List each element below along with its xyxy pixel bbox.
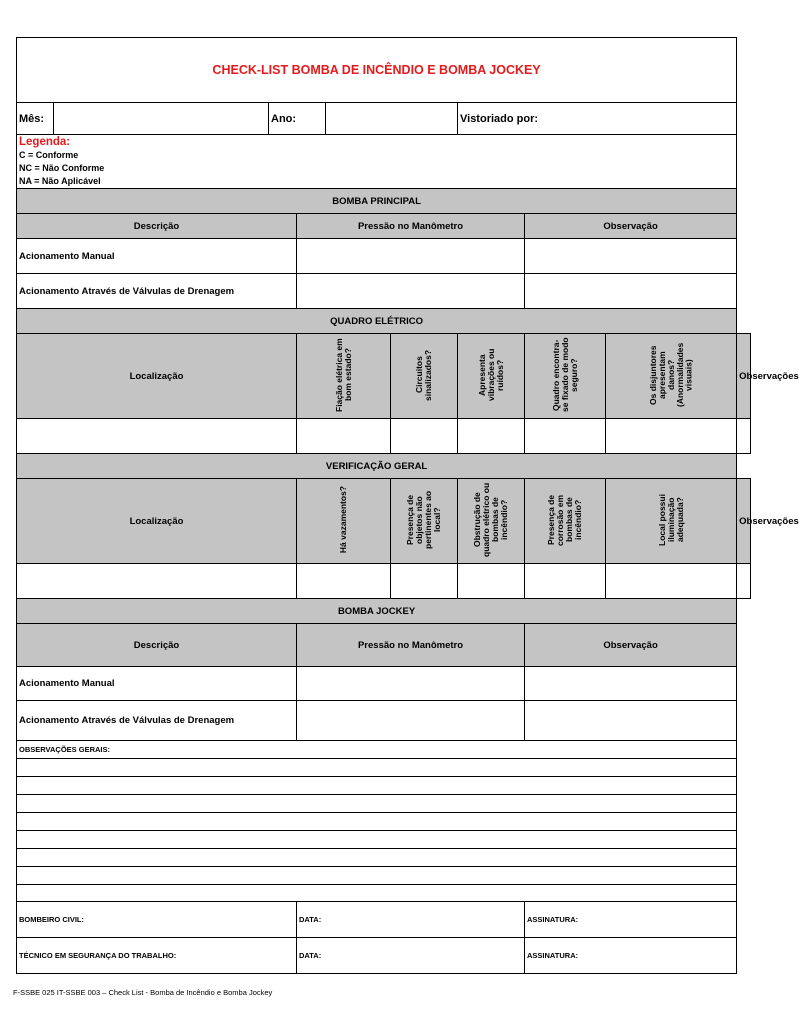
document-footer: F-SSBE 025 IT-SSBE 003 – Check List - Bomba de Incêndio e Bomba Jockey (13, 988, 273, 997)
check-cell[interactable] (297, 564, 391, 599)
localizacao-field[interactable] (17, 419, 297, 454)
col-vazamentos: Há vazamentos? (297, 479, 391, 564)
check-cell[interactable] (525, 419, 606, 454)
col-descricao: Descrição (17, 624, 297, 667)
checklist-sheet (16, 37, 799, 974)
legend-item: C = Conforme (19, 150, 79, 160)
data-field[interactable] (297, 902, 525, 938)
check-cell[interactable] (297, 419, 391, 454)
ano-label: Ano: (269, 103, 326, 135)
pressao-field[interactable] (297, 701, 525, 741)
col-circuitos: Circuitos sinalizados? (391, 334, 458, 419)
check-cell[interactable] (458, 564, 525, 599)
section-quadro-eletrico: QUADRO ELÉTRICO (17, 309, 737, 334)
col-localizacao: Localização (17, 479, 297, 564)
col-iluminacao: Local possui iluminação adequada? (606, 479, 737, 564)
check-cell[interactable] (606, 564, 737, 599)
col-pressao: Pressão no Manômetro (297, 624, 525, 667)
mes-field[interactable] (54, 103, 269, 135)
bombeiro-civil-field[interactable] (17, 902, 297, 938)
observacoes-line[interactable] (17, 849, 737, 867)
section-bomba-principal: BOMBA PRINCIPAL (17, 189, 737, 214)
observacao-field[interactable] (525, 701, 737, 741)
check-cell[interactable] (606, 419, 737, 454)
tecnico-seguranca-field[interactable] (17, 938, 297, 974)
data-label: DATA: (299, 951, 322, 960)
check-cell[interactable] (458, 419, 525, 454)
col-observacao: Observação (525, 214, 737, 239)
col-fixacao: Quadro encontra-se fixado de modo seguro? (525, 334, 606, 419)
observacoes-line[interactable] (17, 795, 737, 813)
tecnico-seguranca-label: TÉCNICO EM SEGURANÇA DO TRABALHO: (19, 951, 177, 960)
col-obstrucao: Obstrução de quadro elétrico ou bombas de incêndio? (458, 479, 525, 564)
col-corrosao: Presença de corrosão em bombas de incêndio? (525, 479, 606, 564)
section-verificacao-geral: VERIFICAÇÃO GERAL (17, 454, 737, 479)
row-acionamento-manual: Acionamento Manual (17, 239, 297, 274)
check-cell[interactable] (525, 564, 606, 599)
col-pressao: Pressão no Manômetro (297, 214, 525, 239)
observacao-field[interactable] (525, 239, 737, 274)
observacoes-line[interactable] (17, 885, 737, 902)
bombeiro-civil-label: BOMBEIRO CIVIL: (19, 915, 84, 924)
observacoes-gerais-label: OBSERVAÇÕES GERAIS: (17, 741, 737, 759)
mes-label: Mês: (17, 103, 54, 135)
observacoes-line[interactable] (17, 777, 737, 795)
ano-field[interactable] (326, 103, 458, 135)
pressao-field[interactable] (297, 274, 525, 309)
vistoriado-por-field[interactable] (458, 103, 737, 135)
col-observacoes: Observações (737, 334, 751, 419)
pressao-field[interactable] (297, 239, 525, 274)
row-acionamento-manual: Acionamento Manual (17, 667, 297, 701)
assinatura-label: ASSINATURA: (527, 915, 579, 924)
col-objetos: Presença de objetos não pertinentes ao local? (391, 479, 458, 564)
legend-title: Legenda: (19, 136, 71, 148)
observacoes-field[interactable] (737, 564, 751, 599)
observacoes-line[interactable] (17, 831, 737, 849)
col-fiacao: Fiação elétrica em bom estado? (297, 334, 391, 419)
row-acionamento-valvulas: Acionamento Através de Válvulas de Drenagem (17, 701, 297, 741)
observacoes-field[interactable] (737, 419, 751, 454)
legend-item: NC = Não Conforme (19, 163, 105, 173)
data-field[interactable] (297, 938, 525, 974)
section-bomba-jockey: BOMBA JOCKEY (17, 599, 737, 624)
observacoes-line[interactable] (17, 867, 737, 885)
observacoes-line[interactable] (17, 813, 737, 831)
observacoes-line[interactable] (17, 759, 737, 777)
vistoriado-label: Vistoriado por: (460, 112, 539, 125)
col-disjuntores: Os disjuntores apresentam danos? (Anormalidades visuais) (606, 334, 737, 419)
col-vibracoes: Apresenta vibrações ou ruídos? (458, 334, 525, 419)
legend (17, 135, 737, 189)
pressao-field[interactable] (297, 667, 525, 701)
observacao-field[interactable] (525, 274, 737, 309)
col-localizacao: Localização (17, 334, 297, 419)
row-acionamento-valvulas: Acionamento Através de Válvulas de Drenagem (17, 274, 297, 309)
data-label: DATA: (299, 915, 322, 924)
check-cell[interactable] (391, 419, 458, 454)
observacao-field[interactable] (525, 667, 737, 701)
localizacao-field[interactable] (17, 564, 297, 599)
legend-item: NA = Não Aplicável (19, 176, 101, 186)
form-title: CHECK-LIST BOMBA DE INCÊNDIO E BOMBA JOCKEY (17, 38, 737, 103)
assinatura-field[interactable] (525, 938, 737, 974)
assinatura-label: ASSINATURA: (527, 951, 579, 960)
assinatura-field[interactable] (525, 902, 737, 938)
check-cell[interactable] (391, 564, 458, 599)
col-descricao: Descrição (17, 214, 297, 239)
col-observacao: Observação (525, 624, 737, 667)
checklist-table (16, 37, 799, 974)
col-observacoes: Observações (737, 479, 751, 564)
